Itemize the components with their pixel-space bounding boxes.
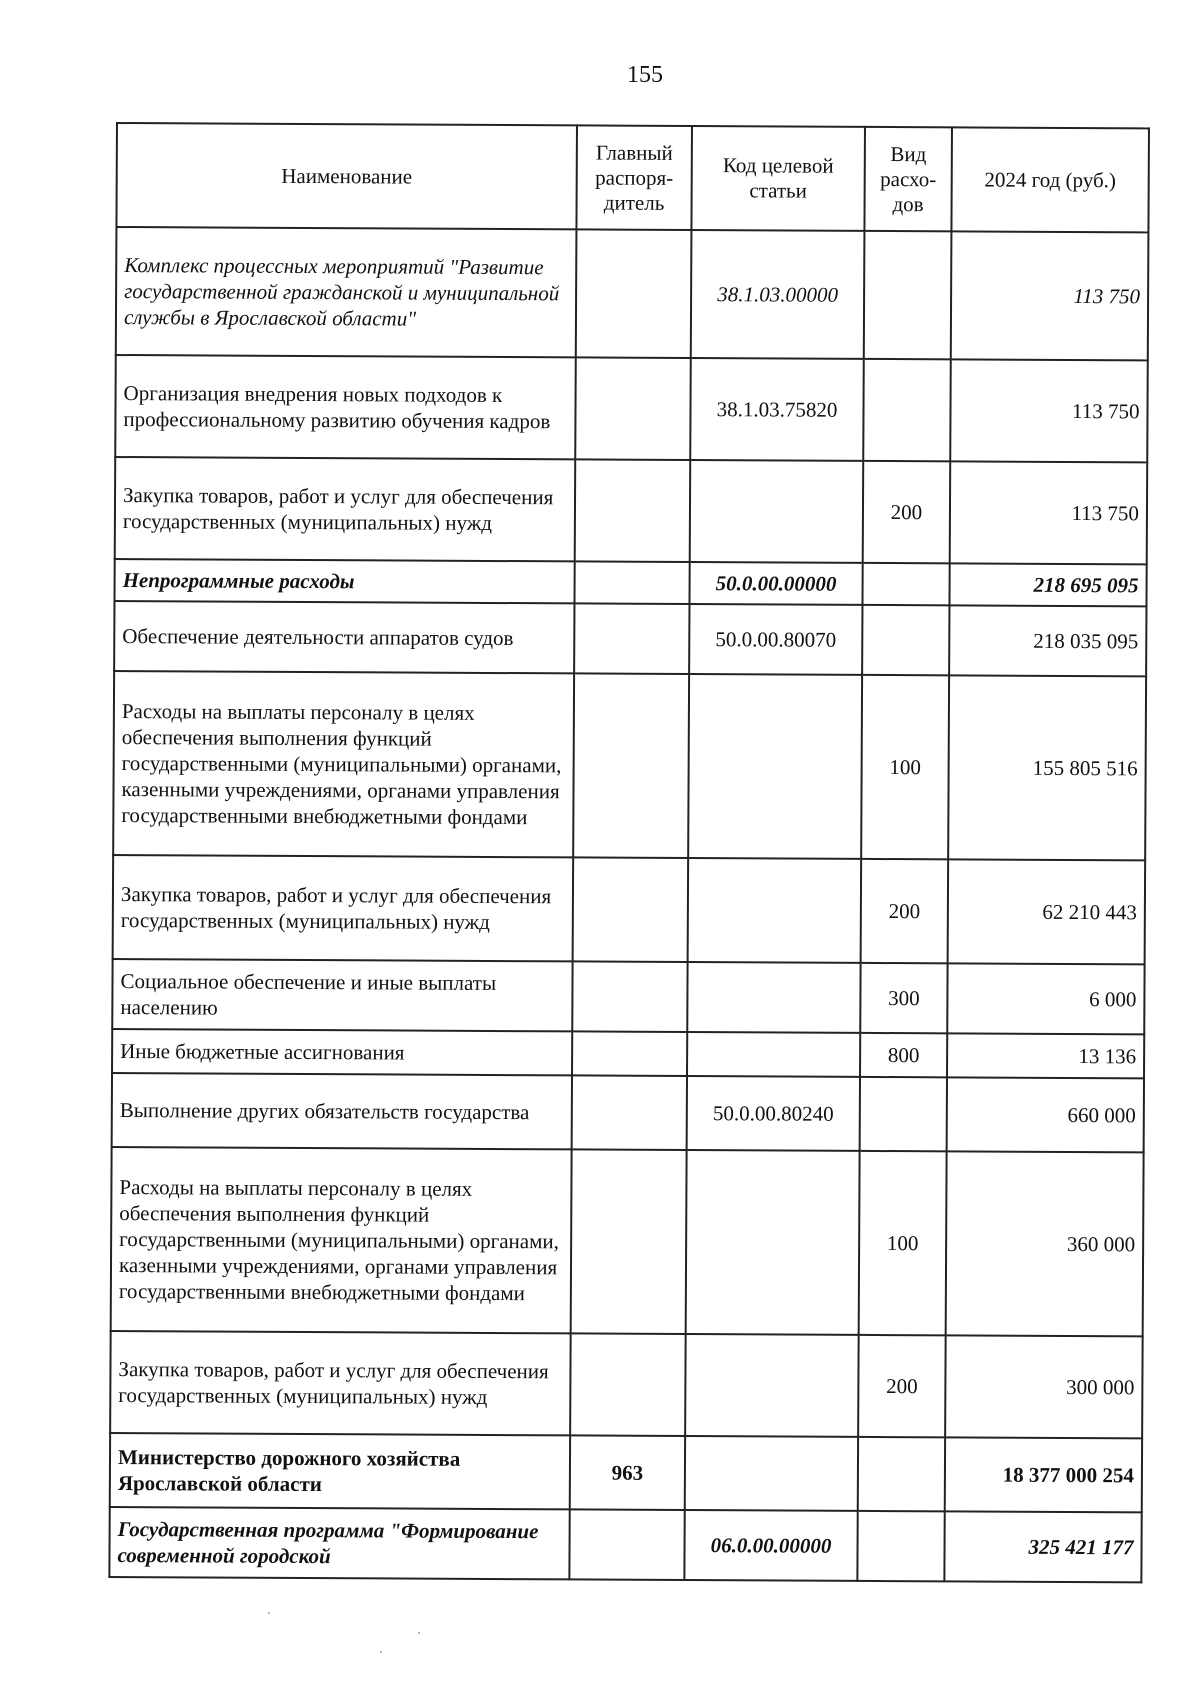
- row-amount: 660 000: [947, 1077, 1144, 1152]
- header-kind: Вид расхо-дов: [864, 127, 952, 231]
- row-code: [687, 962, 860, 1033]
- row-amount: 13 136: [947, 1033, 1144, 1078]
- header-code: Код целевой статьи: [691, 126, 865, 231]
- row-manager: [570, 1333, 686, 1436]
- row-manager: [572, 1031, 687, 1076]
- header-name: Наименование: [116, 123, 577, 229]
- row-code: [686, 1150, 860, 1335]
- row-code: 38.1.03.00000: [691, 230, 865, 359]
- table-row: [114, 559, 1146, 606]
- row-kind: 200: [861, 859, 949, 963]
- row-kind: [860, 1077, 947, 1151]
- table-row: [110, 1331, 1143, 1438]
- row-manager: [572, 961, 687, 1032]
- row-name: Расходы на выплаты персоналу в целях обеспечения выполнения функций государственными (муниципальными) органами, казенными учреждениями, органами управления государственными внебюджетными фондами: [111, 1147, 572, 1333]
- table-row: [114, 601, 1146, 676]
- row-kind: [857, 1511, 944, 1581]
- row-amount: 113 750: [950, 359, 1148, 462]
- page-number: 155: [627, 62, 663, 88]
- row-manager: [573, 673, 689, 858]
- row-manager: [571, 1149, 687, 1334]
- header-manager: Главный распоря-дитель: [576, 125, 692, 230]
- budget-table: [108, 122, 1150, 1583]
- row-kind: 200: [863, 461, 951, 563]
- table-row: [115, 355, 1148, 462]
- row-name: Комплекс процессных мероприятий "Развитие государственной гражданской и муниципальной службы в Ярославской области": [116, 227, 577, 357]
- row-kind: 200: [858, 1335, 946, 1437]
- row-code: 50.0.00.00000: [689, 562, 862, 605]
- table-row: [115, 457, 1148, 564]
- row-name: Министерство дорожного хозяйства Ярославской области: [110, 1433, 570, 1509]
- table-row: [112, 1029, 1144, 1078]
- row-kind: [864, 231, 952, 359]
- row-kind: [863, 359, 951, 461]
- table-row: [112, 1073, 1144, 1152]
- row-manager: 963: [570, 1435, 685, 1510]
- row-amount: 113 750: [951, 231, 1149, 360]
- row-amount: 62 210 443: [948, 859, 1146, 964]
- table-row: [110, 1433, 1142, 1512]
- row-name: Закупка товаров, работ и услуг для обеспечения государственных (муниципальных) нужд: [113, 855, 574, 961]
- row-name: Государственная программа "Формирование современной городской: [109, 1507, 569, 1579]
- row-code: 06.0.00.00000: [684, 1510, 857, 1581]
- table-row: [109, 1507, 1141, 1582]
- row-code: [688, 674, 862, 859]
- row-kind: 100: [859, 1151, 947, 1335]
- row-code: [685, 1334, 859, 1437]
- header-amount: 2024 год (руб.): [951, 127, 1149, 232]
- table-header-row: [116, 123, 1149, 232]
- row-amount: 325 421 177: [944, 1511, 1141, 1582]
- table-row: [113, 671, 1146, 860]
- row-kind: 300: [860, 963, 947, 1033]
- row-name: Непрограммные расходы: [114, 559, 574, 603]
- scan-speck: [380, 1651, 382, 1653]
- row-manager: [573, 857, 689, 962]
- row-kind: [862, 605, 949, 675]
- row-name: Выполнение других обязательств государства: [112, 1073, 572, 1149]
- row-code: [690, 460, 864, 563]
- row-manager: [569, 1509, 684, 1580]
- row-manager: [574, 561, 689, 604]
- row-amount: 300 000: [945, 1335, 1143, 1438]
- row-code: [688, 858, 862, 963]
- row-manager: [576, 229, 692, 358]
- row-amount: 6 000: [947, 963, 1144, 1034]
- row-name: Расходы на выплаты персоналу в целях обеспечения выполнения функций государственными (муниципальными) органами, казенными учреждениями, органами управления государственными внебюджетными фондами: [113, 671, 574, 857]
- row-name: Иные бюджетные ассигнования: [112, 1029, 572, 1075]
- row-name: Закупка товаров, работ и услуг для обеспечения государственных (муниципальных) нужд: [115, 457, 576, 561]
- row-kind: [862, 563, 949, 605]
- row-manager: [572, 1075, 687, 1150]
- row-name: Организация внедрения новых подходов к профессиональному развитию обучения кадров: [115, 355, 576, 459]
- row-amount: 218 695 095: [949, 563, 1146, 606]
- row-kind: 100: [861, 675, 949, 859]
- row-code: 50.0.00.80240: [687, 1076, 860, 1151]
- scan-speck: [268, 1612, 270, 1614]
- row-code: [685, 1436, 858, 1511]
- row-amount: 18 377 000 254: [945, 1437, 1142, 1512]
- row-name: Обеспечение деятельности аппаратов судов: [114, 601, 574, 673]
- row-code: [687, 1032, 860, 1077]
- row-code: 38.1.03.75820: [690, 358, 864, 461]
- row-amount: 360 000: [946, 1151, 1144, 1336]
- row-amount: 113 750: [950, 461, 1148, 564]
- row-manager: [575, 357, 691, 460]
- row-amount: 155 805 516: [948, 675, 1146, 860]
- scan-speck: [418, 1632, 420, 1634]
- row-kind: 800: [860, 1033, 947, 1077]
- row-amount: 218 035 095: [949, 605, 1146, 676]
- table-row: [113, 855, 1146, 964]
- row-manager: [575, 459, 691, 562]
- row-code: 50.0.00.80070: [689, 604, 862, 675]
- row-name: Социальное обеспечение и иные выплаты населению: [112, 959, 572, 1031]
- row-kind: [858, 1437, 945, 1511]
- table-row: [116, 227, 1149, 360]
- table-row: [111, 1147, 1144, 1336]
- table-row: [112, 959, 1144, 1034]
- row-manager: [574, 603, 689, 674]
- row-name: Закупка товаров, работ и услуг для обеспечения государственных (муниципальных) нужд: [110, 1331, 571, 1435]
